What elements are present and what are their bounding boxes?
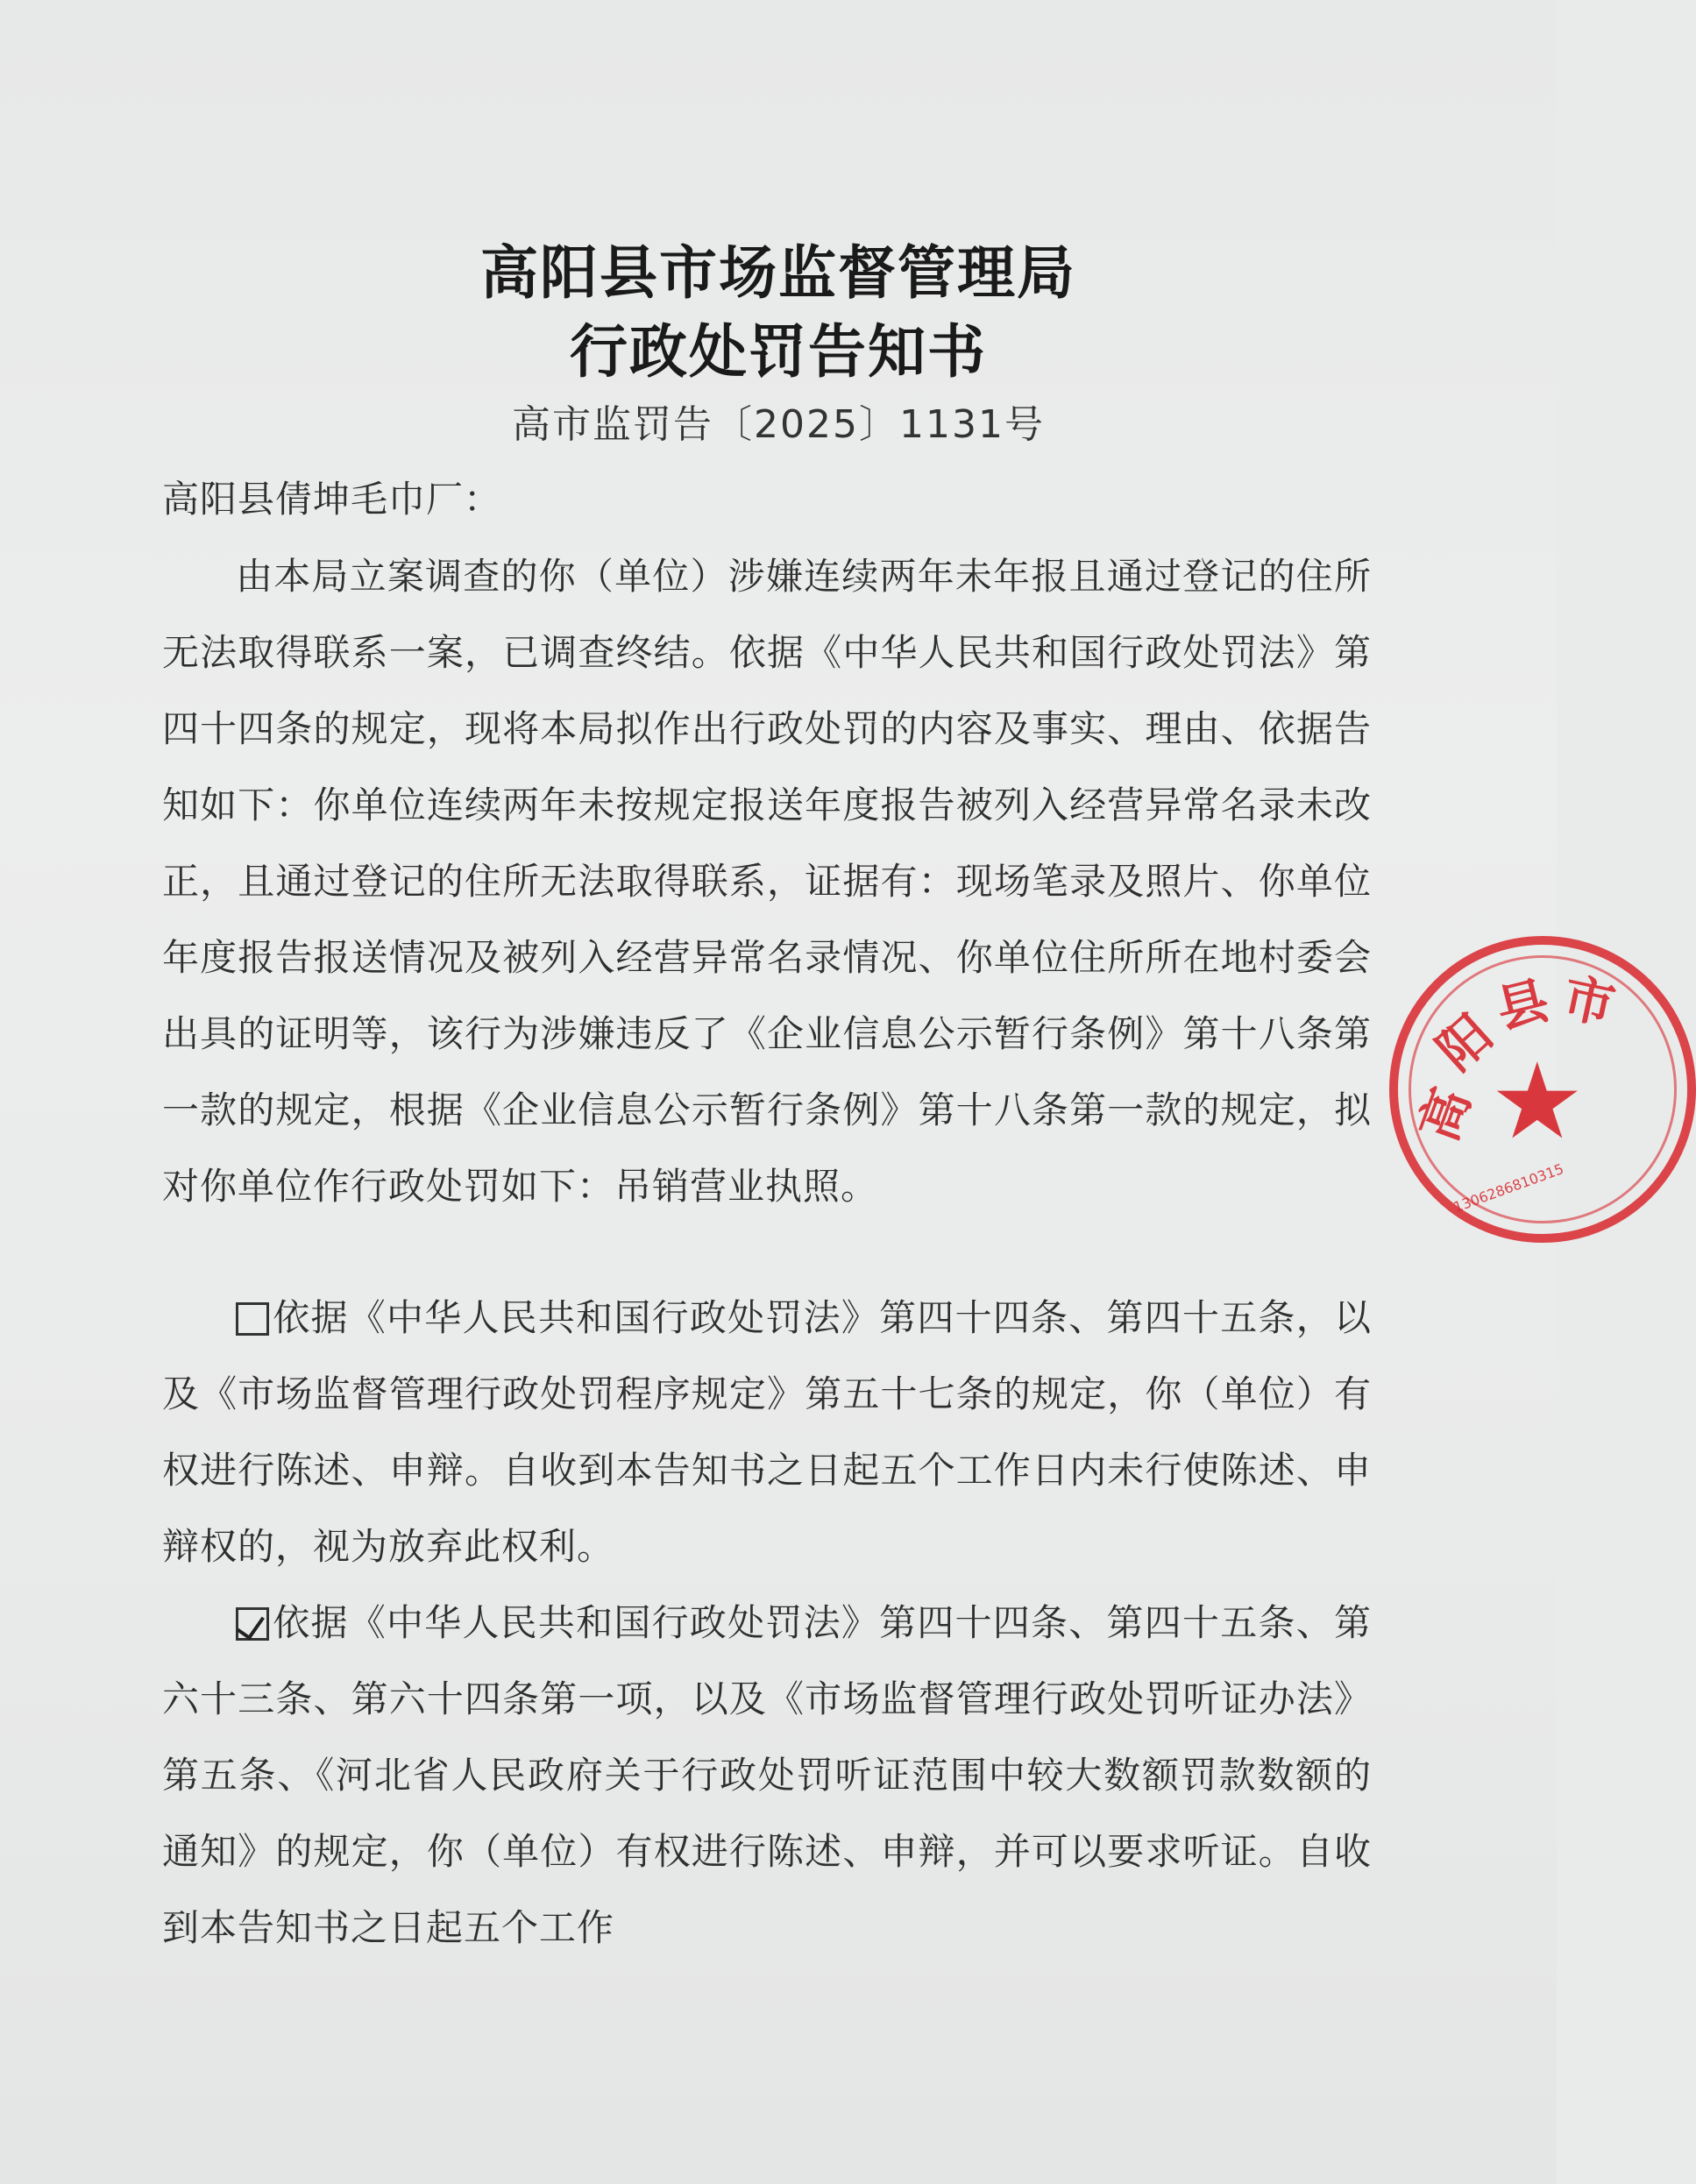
seal-char-1: 高 (1408, 1080, 1482, 1149)
paragraph-option-hearing (162, 1585, 1372, 1966)
option-hearing-checkbox[interactable] (236, 1607, 269, 1641)
option-hearing-text: 依据《中华人民共和国行政处罚法》第四十四条、第四十五条、第六十三条、第六十四条第一项，以及《市场监督管理行政处罚听证办法》第五条、《河北省人民政府关于行政处罚听证范围中较大数额罚款数额的通知》的规定，你（单位）有权进行陈述、申辩，并可以要求听证。自收到本告知书之日起五个工作 (162, 1601, 1372, 1949)
seal-char-2: 阳 (1426, 1003, 1504, 1082)
addressee: 高阳县倩坤毛巾厂： (162, 478, 502, 521)
option-statement-checkbox[interactable] (236, 1302, 269, 1336)
document-title-line2: 行政处罚告知书 (570, 317, 987, 386)
seal-code: 1306286810315 (1451, 1159, 1566, 1216)
document-title-line1: 高阳县市场监督管理局 (480, 238, 1076, 307)
seal-star-icon: ★ (1490, 1041, 1585, 1163)
seal-char-3: 县 (1490, 969, 1555, 1040)
option-statement-text: 依据《中华人民共和国行政处罚法》第四十四条、第四十五条，以及《市场监督管理行政处罚程序规定》第五十七条的规定，你（单位）有权进行陈述、申辩。自收到本告知书之日起五个工作日内未行使陈述、申辩权的，视为放弃此权利。 (162, 1296, 1372, 1568)
paragraph-option-statement (162, 1280, 1372, 1585)
paragraph-findings: 由本局立案调查的你（单位）涉嫌连续两年未年报且通过登记的住所无法取得联系一案，已调查终结。依据《中华人民共和国行政处罚法》第四十四条的规定，现将本局拟作出行政处罚的内容及事实、理由、依据告知如下：你单位连续两年未按规定报送年度报告被列入经营异常名录未改正，且通过登记的住所无法取得联系，证据有：现场笔录及照片、你单位年度报告报送情况及被列入经营异常名录情况、你单位住所所在地村委会出具的证明等，该行为涉嫌违反了《企业信息公示暂行条例》第十八条第一款的规定，根据《企业信息公示暂行条例》第十八条第一款的规定，拟对你单位作行政处罚如下：吊销营业执照。 (162, 555, 1372, 1208)
seal-char-4: 市 (1558, 967, 1621, 1037)
document-number: 高市监罚告〔2025〕1131号 (512, 402, 1045, 447)
official-seal (1389, 936, 1696, 1243)
